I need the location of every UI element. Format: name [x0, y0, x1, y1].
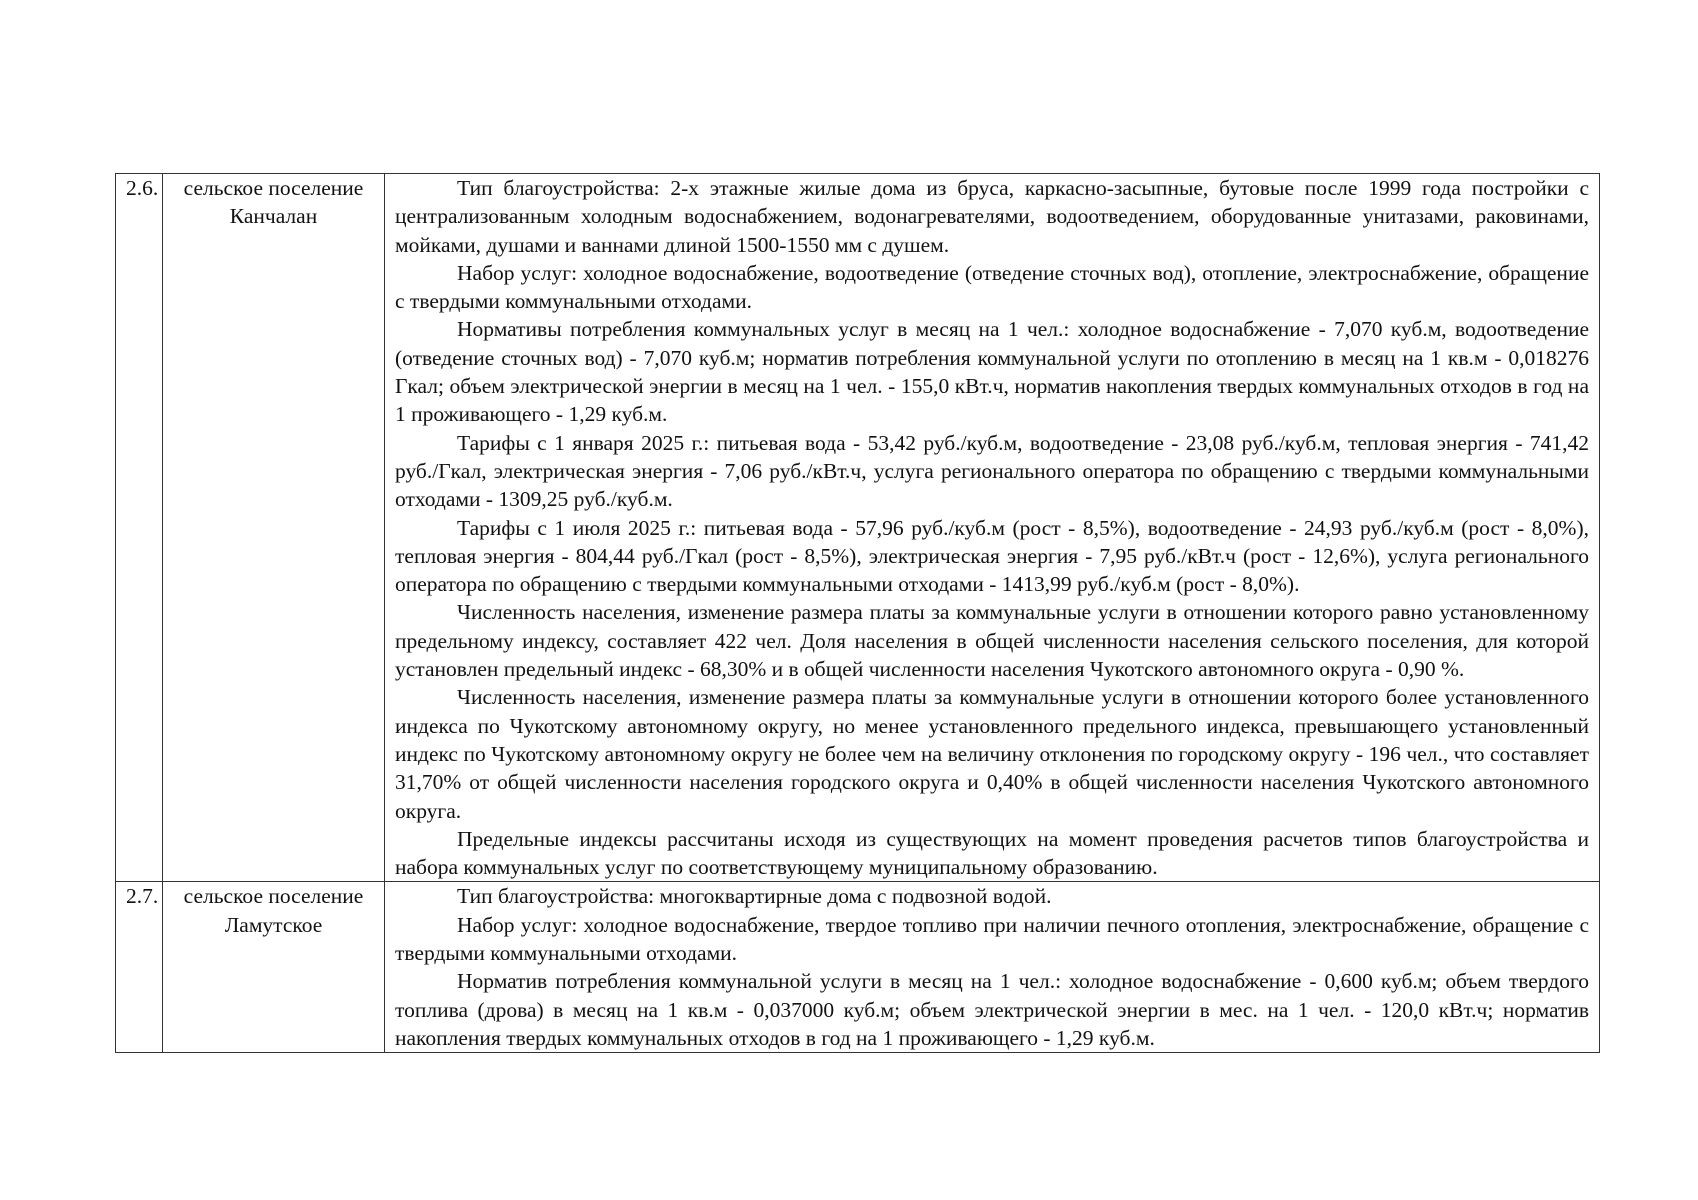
settlement-description [385, 882, 1600, 1053]
paragraph-population-above: Численность населения, изменение размера платы за коммунальные услуги в отношении которого более установленного индекса по Чукотскому автономному округу, но менее установленного предельного индекса, превышающего установленный индекс по Чукотскому автономному округу не более чем на величину отклонения по городскому округу - 196 чел., что составляет 31,70% от общей численности населения городского округа и 0,40% в общей численности населения Чукотского автономного округа. [395, 685, 1589, 823]
paragraph-indices-note: Предельные индексы рассчитаны исходя из существующих на момент проведения расчетов типов благоустройства и набора коммунальных услуг по соответствующему муниципальному образованию. [395, 826, 1589, 880]
paragraph-services: Набор услуг: холодное водоснабжение, водоотведение (отведение сточных вод), отопление, электроснабжение, обращение с твердыми коммунальными отходами. [395, 260, 1589, 314]
paragraph-norms: Норматив потребления коммунальной услуги в месяц на 1 чел.: холодное водоснабжение - 0,600 куб.м; объем твердого топлива (дрова) в месяц на 1 кв.м - 0,037000 куб.м; объем электрической энергии в мес. на 1 чел. - 120,0 кВт.ч; норматив накопления твердых коммунальных отходов в год на 1 проживающего - 1,29 куб.м. [395, 969, 1589, 1050]
settlement-title: Канчалан [229, 204, 318, 229]
table-row-2-6 [116, 174, 1600, 882]
table-row-2-7 [116, 882, 1600, 1053]
paragraph-services: Набор услуг: холодное водоснабжение, твердое топливо при наличии печного отопления, электроснабжение, обращение с твердыми коммунальными отходами. [395, 912, 1589, 966]
paragraph-norms: Нормативы потребления коммунальных услуг в месяц на 1 чел.: холодное водоснабжение - 7,070 куб.м, водоотведение (отведение сточных вод) - 7,070 куб.м; норматив потребления коммунальной услуги по отоплению в месяц на 1 кв.м - 0,018276 Гкал; объем электрической энергии в месяц на 1 чел. - 155,0 кВт.ч, норматив накопления твердых коммунальных отходов в год на 1 проживающего - 1,29 куб.м. [395, 317, 1589, 427]
paragraph-population-equal: Численность населения, изменение размера платы за коммунальные услуги в отношении которого равно установленному предельному индексу, составляет 422 чел. Доля населения в общей численности населения сельского поселения, для которой установлен предельный индекс - 68,30% и в общей численности населения Чукотского автономного округа - 0,90 %. [395, 600, 1589, 682]
settlement-title: Ламутское [224, 912, 323, 937]
row-number: 2.6. [116, 174, 163, 882]
paragraph-tariffs-january: Тарифы с 1 января 2025 г.: питьевая вода - 53,42 руб./куб.м, водоотведение - 23,08 руб./куб.м, тепловая энергия - 741,42 руб./Гкал, электрическая энергия - 7,06 руб./кВт.ч, услуга регионального оператора по обращению с твердыми коммунальными отходами - 1309,25 руб./куб.м. [395, 430, 1589, 512]
settlement-type: сельское поселение [183, 884, 364, 909]
settlement-name [163, 882, 385, 1053]
paragraph-tariffs-july: Тарифы с 1 июля 2025 г.: питьевая вода - 57,96 руб./куб.м (рост - 8,5%), водоотведение - 24,93 руб./куб.м (рост - 8,0%), тепловая энергия - 804,44 руб./Гкал (рост - 8,5%), электрическая энергия - 7,95 руб./кВт.ч (рост - 12,6%), услуга регионального оператора по обращению с твердыми коммунальными отходами - 1413,99 руб./куб.м (рост - 8,0%). [395, 515, 1589, 597]
row-number: 2.7. [116, 882, 163, 1053]
settlement-description [385, 174, 1600, 882]
settlement-name [163, 174, 385, 882]
paragraph-improvement-type: Тип благоустройства: 2-х этажные жилые дома из бруса, каркасно-засыпные, бутовые после 1999 года постройки с централизованным холодным водоснабжением, водонагревателями, водоотведением, оборудованные унитазами, раковинами, мойками, душами и ваннами длиной 1500-1550 мм с душем. [395, 176, 1589, 257]
settlement-type: сельское поселение [183, 176, 364, 200]
settlements-table [115, 173, 1600, 1053]
paragraph-improvement-type: Тип благоустройства: многоквартирные дома с подвозной водой. [457, 884, 1052, 909]
